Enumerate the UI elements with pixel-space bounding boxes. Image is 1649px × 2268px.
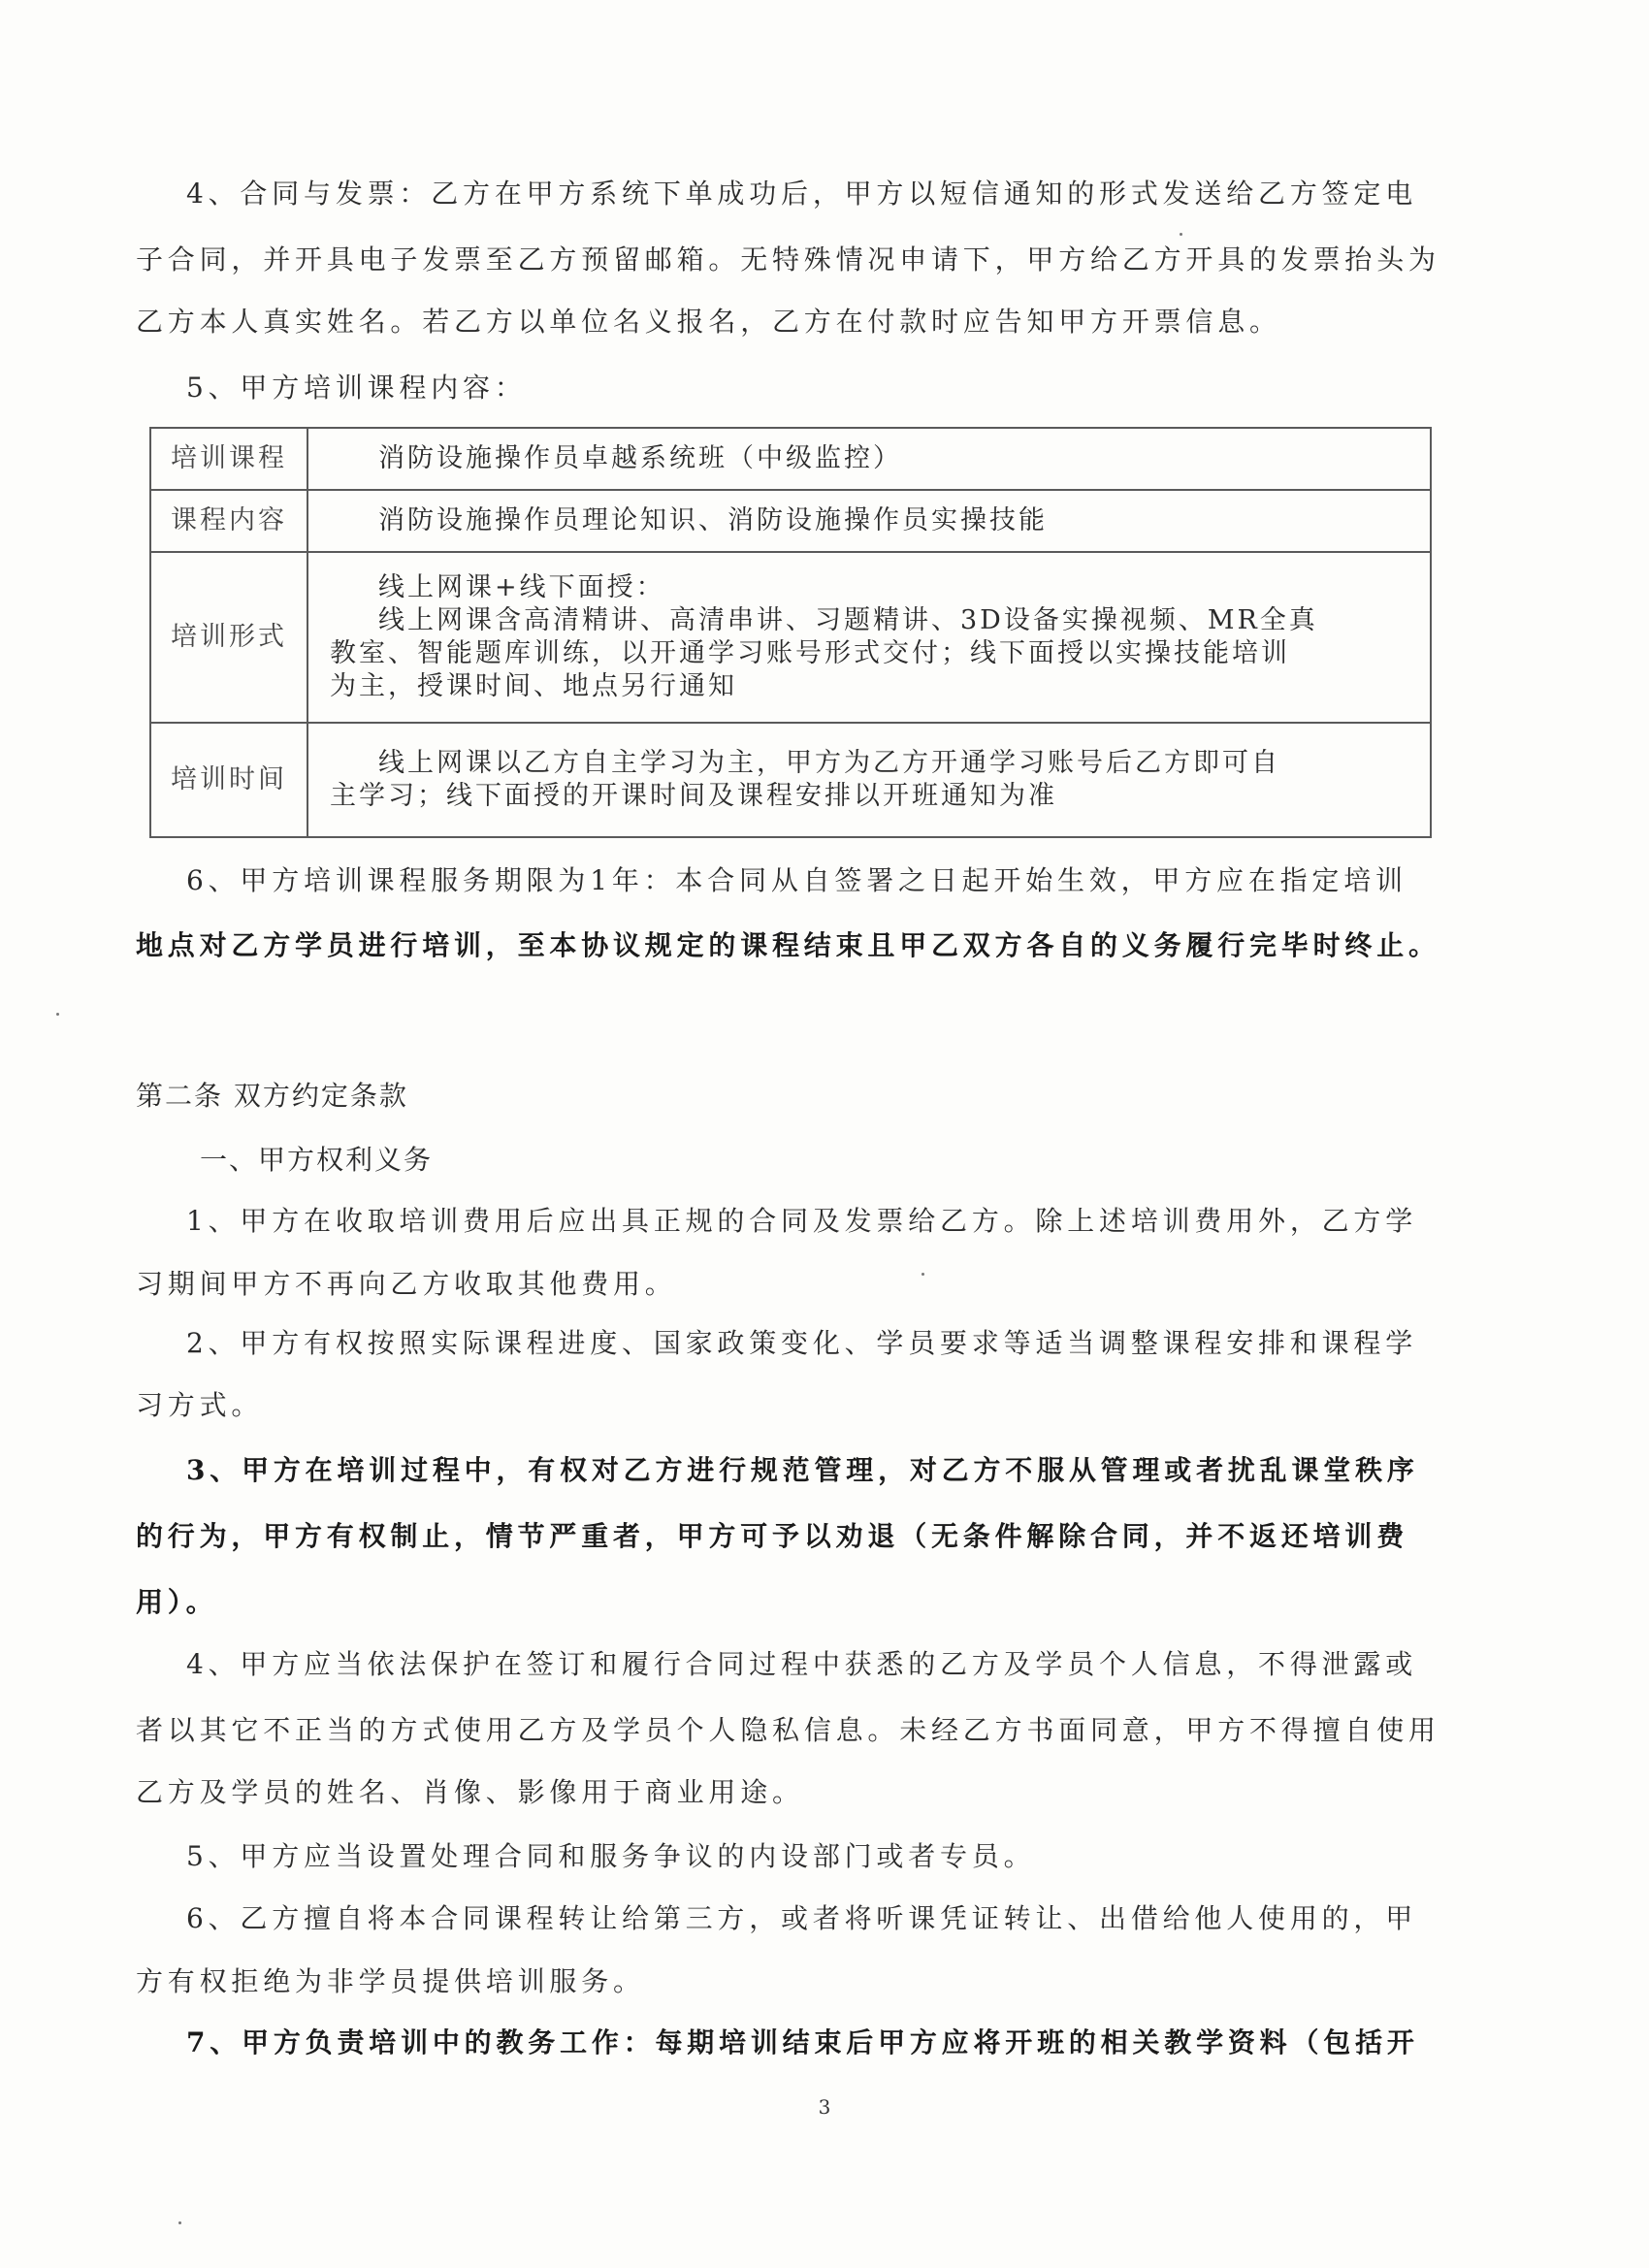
page-number: 3 — [818, 2095, 831, 2119]
intro-line: 乙方本人真实姓名。若乙方以单位名义报名，乙方在付款时应告知甲方开票信息。 — [136, 306, 1281, 338]
intro-line: 子合同，并开具电子发票至乙方预留邮箱。无特殊情况申请下，甲方给乙方开具的发票抬头为 — [136, 243, 1440, 275]
body-line: 方有权拒绝为非学员提供培训服务。 — [136, 1965, 645, 1997]
content-line: 教室、智能题库训练，以开通学习账号形式交付；线下面授以实操技能培训 — [330, 638, 1290, 668]
table-row-content — [307, 723, 1431, 837]
body-line: 乙方及学员的姓名、肖像、影像用于商业用途。 — [136, 1776, 804, 1808]
scan-speck — [922, 1273, 924, 1276]
body-line: 7、甲方负责培训中的教务工作：每期培训结束后甲方应将开班的相关教学资料（包括开 — [186, 2026, 1419, 2058]
body-line: 1、甲方在收取培训费用后应出具正规的合同及发票给乙方。除上述培训费用外，乙方学 — [186, 1205, 1418, 1237]
intro-line: 5、甲方培训课程内容： — [186, 372, 527, 404]
intro-line: 4、合同与发票：乙方在甲方系统下单成功后，甲方以短信通知的形式发送给乙方签定电 — [186, 178, 1418, 210]
body-line: 的行为，甲方有权制止，情节严重者，甲方可予以劝退（无条件解除合同，并不返还培训费 — [136, 1520, 1409, 1552]
table-row-content — [307, 428, 1431, 490]
table-row-content — [307, 490, 1431, 552]
body-line: 用）。 — [136, 1586, 218, 1618]
content-line: 线上网课以乙方自主学习为主，甲方为乙方开通学习账号后乙方即可自 — [378, 748, 1280, 778]
table-row — [150, 490, 1431, 552]
body-line: 6、乙方擅自将本合同课程转让给第三方，或者将听课凭证转让、出借给他人使用的，甲 — [186, 1902, 1418, 1934]
table-row — [150, 552, 1431, 723]
scan-speck — [56, 1013, 59, 1016]
scan-speck — [1180, 233, 1182, 236]
table-row — [150, 723, 1431, 837]
section-heading: 第二条 双方约定条款 — [136, 1080, 408, 1112]
body-line: 4、甲方应当依法保护在签订和履行合同过程中获悉的乙方及学员个人信息，不得泄露或 — [186, 1648, 1418, 1680]
table-row-content — [307, 552, 1431, 723]
body-line: 3、甲方在培训过程中，有权对乙方进行规范管理，对乙方不服从管理或者扰乱课堂秩序 — [186, 1454, 1419, 1486]
course-table — [149, 427, 1432, 838]
table-row — [150, 428, 1431, 490]
table-row-label: 课程内容 — [150, 490, 307, 552]
subsection-heading: 一、甲方权利义务 — [200, 1144, 434, 1176]
body-line: 者以其它不正当的方式使用乙方及学员个人隐私信息。未经乙方书面同意，甲方不得擅自使用 — [136, 1714, 1440, 1746]
scan-speck — [178, 2221, 181, 2224]
body-line: 习期间甲方不再向乙方收取其他费用。 — [136, 1268, 677, 1300]
body-line: 6、甲方培训课程服务期限为1年：本合同从自签署之日起开始生效，甲方应在指定培训 — [186, 864, 1407, 896]
content-line: 主学习；线下面授的开课时间及课程安排以开班通知为准 — [330, 781, 1057, 811]
body-line: 习方式。 — [136, 1389, 264, 1421]
body-line: 5、甲方应当设置处理合同和服务争议的内设部门或者专员。 — [186, 1840, 1036, 1872]
table-row-label: 培训形式 — [150, 552, 307, 723]
table-row-label: 培训课程 — [150, 428, 307, 490]
body-line: 地点对乙方学员进行培训，至本协议规定的课程结束且甲乙双方各自的义务履行完毕时终止。 — [136, 929, 1440, 961]
content-line: 消防设施操作员卓越系统班（中级监控） — [378, 443, 902, 473]
table-row-label: 培训时间 — [150, 723, 307, 837]
content-line: 为主，授课时间、地点另行通知 — [330, 671, 737, 701]
content-line: 线上网课+线下面授： — [378, 572, 665, 602]
body-line: 2、甲方有权按照实际课程进度、国家政策变化、学员要求等适当调整课程安排和课程学 — [186, 1327, 1418, 1359]
content-line: 线上网课含高清精讲、高清串讲、习题精讲、3D设备实操视频、MR全真 — [378, 605, 1318, 635]
content-line: 消防设施操作员理论知识、消防设施操作员实操技能 — [378, 505, 1048, 535]
